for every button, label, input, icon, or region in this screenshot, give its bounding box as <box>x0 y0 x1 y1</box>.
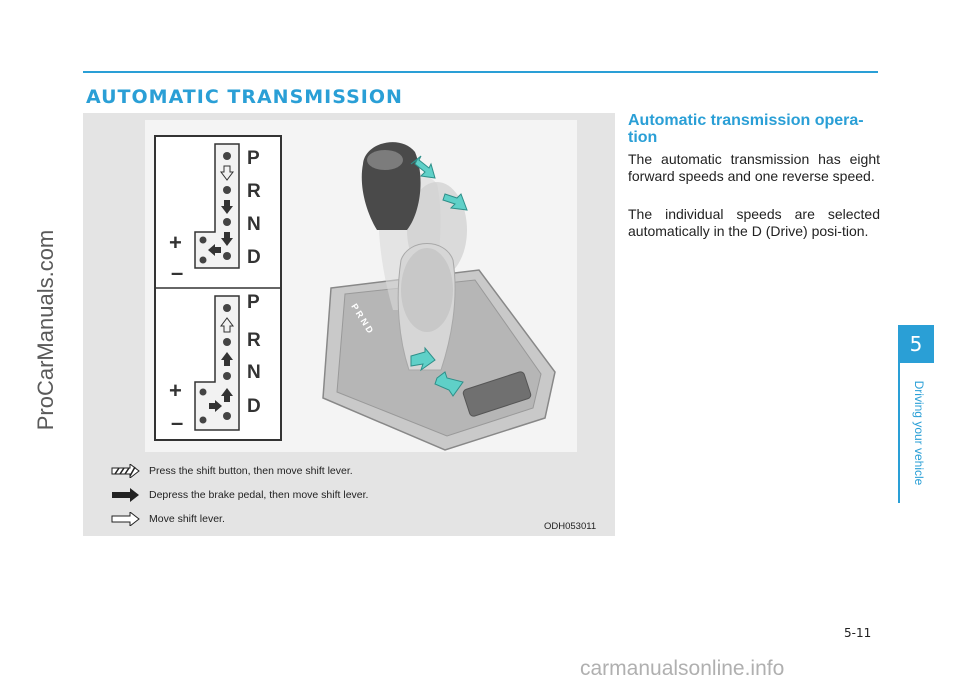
solid-arrow-icon <box>110 488 140 502</box>
legend-text: Press the shift button, then move shift lever. <box>149 465 353 477</box>
gate-top-dot <box>223 252 231 260</box>
paragraph: The individual speeds are selected automatically in the D (Drive) posi-tion. <box>628 206 880 239</box>
gate-top-dot <box>223 218 231 226</box>
legend-text: Depress the brake pedal, then move shift lever. <box>149 489 369 501</box>
gate-bottom-dot <box>223 412 231 420</box>
page-number: 5-11 <box>844 626 872 640</box>
legend-text: Move shift lever. <box>149 513 225 525</box>
figure-illustration <box>145 120 577 452</box>
figure-code: ODH053011 <box>544 521 597 532</box>
lever-knob <box>401 248 453 332</box>
chapter-tab-line <box>898 363 900 503</box>
gate-top-dot <box>223 152 231 160</box>
hatched-arrow-icon <box>110 464 140 478</box>
watermark-bottom: carmanualsonline.info <box>580 657 785 680</box>
gate-top-dot <box>223 186 231 194</box>
legend-item <box>110 486 368 504</box>
gate-top-r: R <box>247 181 261 202</box>
chapter-number-tab: 5 <box>898 325 934 363</box>
section-title: AUTOMATIC TRANSMISSION <box>86 86 403 108</box>
chapter-title: Driving your vehicle <box>912 380 926 486</box>
gate-top-plus: + <box>169 230 182 255</box>
legend-item <box>110 462 353 480</box>
content-heading: Automatic transmission opera-tion <box>628 112 864 146</box>
gate-bottom-n: N <box>247 362 261 383</box>
gate-top-minus: – <box>171 260 184 285</box>
watermark-side: ProCarManuals.com <box>33 229 58 431</box>
gate-bottom-dot <box>223 338 231 346</box>
gate-bottom-d: D <box>247 396 261 417</box>
gate-bottom-dot <box>200 389 207 396</box>
lever-top-highlight <box>367 150 403 170</box>
gate-bottom-dot <box>200 417 207 424</box>
gate-top-dot <box>200 237 207 244</box>
gate-bottom-dot <box>223 372 231 380</box>
console-shift-indicator: P R N D <box>349 301 376 335</box>
outline-arrow-icon <box>110 512 140 526</box>
gate-bottom-dot <box>223 304 231 312</box>
paragraph: The automatic transmission has eight forward speeds and one reverse speed. <box>628 151 880 184</box>
gate-bottom-p: P <box>247 292 260 313</box>
gate-top-n: N <box>247 214 261 235</box>
gate-top-p: P <box>247 148 260 169</box>
gate-top-dot <box>200 257 207 264</box>
gate-bottom-r: R <box>247 330 261 351</box>
legend-item <box>110 510 225 528</box>
gate-bottom-plus: + <box>169 378 182 403</box>
shift-diagram <box>145 120 577 452</box>
gate-top-d: D <box>247 247 261 268</box>
gate-bottom-minus: – <box>171 410 184 435</box>
top-rule <box>83 71 878 73</box>
